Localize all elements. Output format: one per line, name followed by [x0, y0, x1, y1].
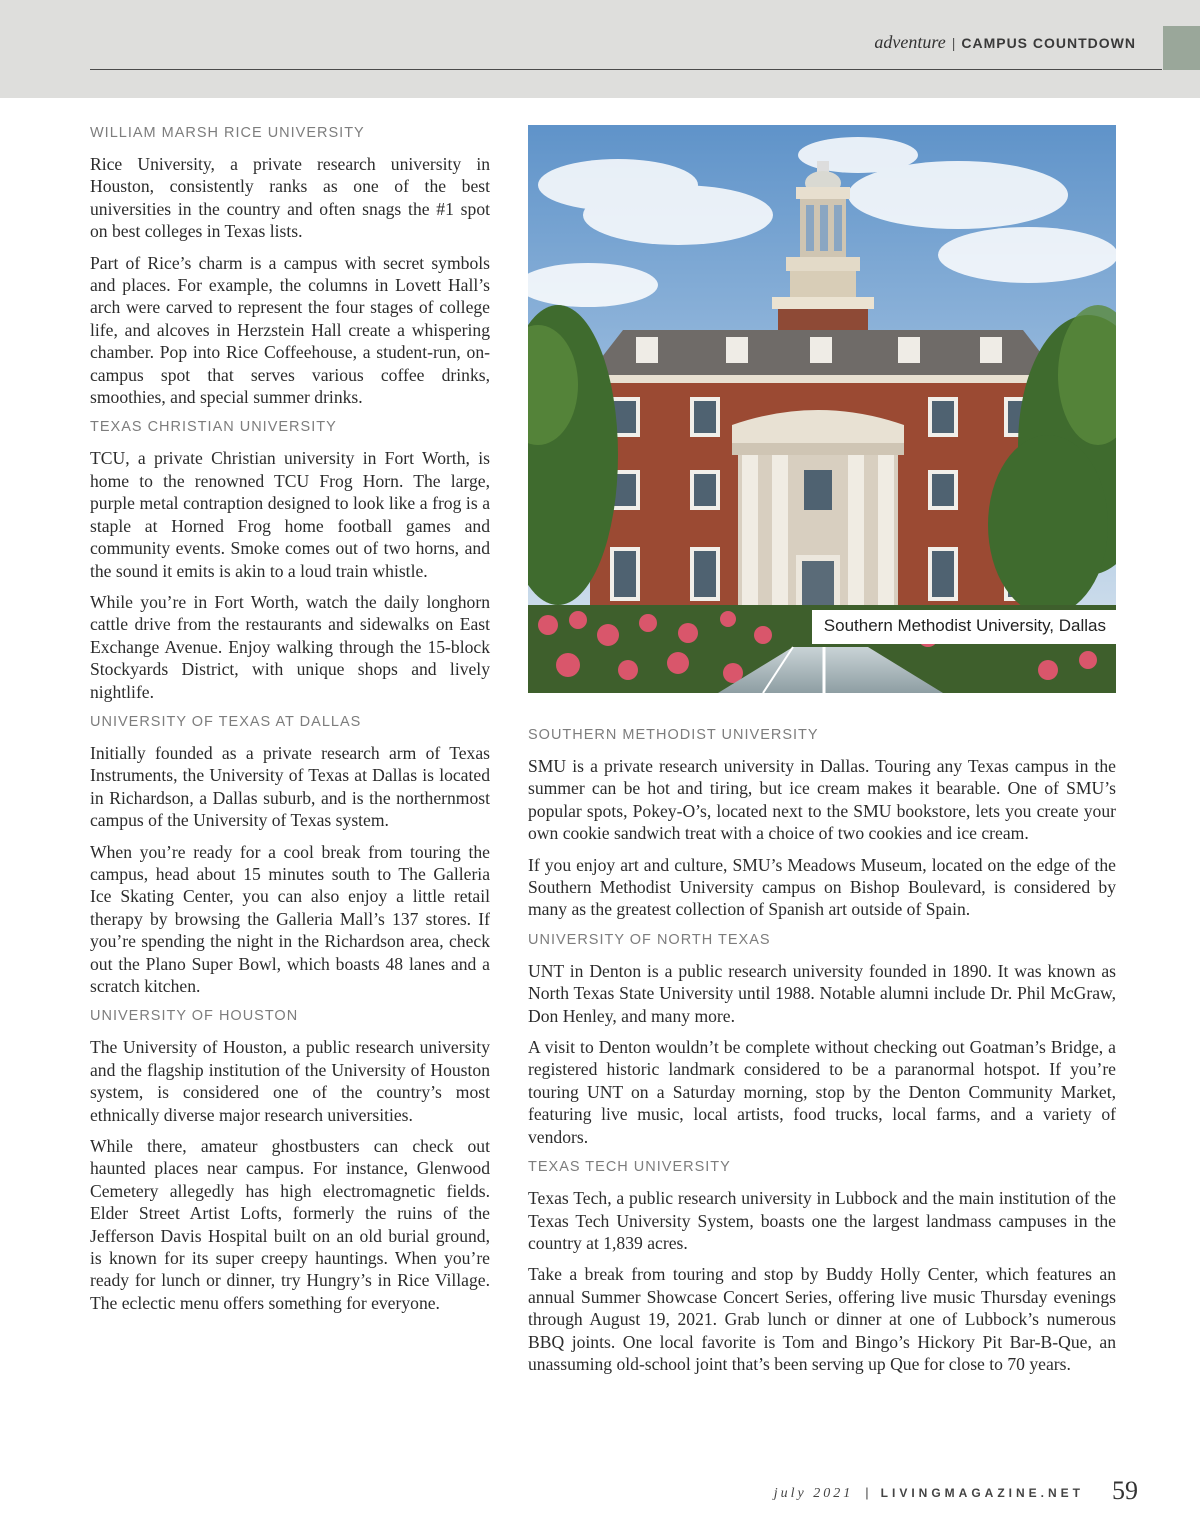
- paragraph: The University of Houston, a public research university and the flagship institution of the University of Houston system, is considered one of the country’s most ethnically diverse major research universities.: [90, 1037, 490, 1125]
- paragraph: While there, amateur ghostbusters can check out haunted places near campus. For instance, Glenwood Cemetery allegedly has high electromagnetic fields. Elder Street Artist Lofts, formerly the ruins of the Jefferson Davis Hospital built on an old burial ground, is known for its super creepy hauntings. When you’re ready for lunch or dinner, try Hungry’s in Rice Village. The eclectic menu offers something for everyone.: [90, 1136, 490, 1313]
- article-section: [90, 417, 490, 702]
- article-section: [90, 1006, 490, 1314]
- section-heading: UNIVERSITY OF HOUSTON: [90, 1008, 299, 1025]
- paragraph: When you’re ready for a cool break from touring the campus, head about 15 minutes south to The Galleria Ice Skating Center, you can also enjoy a little retail therapy by browsing the Galleria Mall’s 137 stores. If you’re spending the night in the Richardson area, check out the Plano Super Bowl, which boasts 48 lanes and a scratch kitchen.: [90, 841, 490, 996]
- section-heading: TEXAS TECH UNIVERSITY: [528, 1159, 731, 1176]
- header-accent-tab: [1163, 26, 1200, 70]
- paragraph: If you enjoy art and culture, SMU’s Meadows Museum, located on the edge of the Southern Methodist University campus on Bishop Boulevard, is considered by many as the greatest collection of Spanish art outside of Spain.: [528, 854, 1116, 920]
- article-section: [90, 123, 490, 408]
- article-section: [90, 712, 490, 997]
- page-footer: [774, 1474, 1138, 1504]
- article-section: [528, 1157, 1116, 1375]
- header-separator: |: [951, 35, 956, 51]
- section-heading: WILLIAM MARSH RICE UNIVERSITY: [90, 125, 365, 141]
- paragraph: Part of Rice’s charm is a campus with secret symbols and places. For example, the columns in Lovett Hall’s arch were carved to represent the four stages of college life, and alcoves in Herzstein Hall create a whispering chamber. Pop into Rice Coffeehouse, a student-run, on-campus spot that serves various coffee drinks, smoothies, and special summer drinks.: [90, 252, 490, 408]
- paragraph: A visit to Denton wouldn’t be complete without checking out Goatman’s Bridge, a registered historic landmark considered to be a paranormal hotspot. If you’re touring UNT on a Saturday morning, stop by the Denton Community Market, featuring live music, local artists, food trucks, local farms, and a variety of vendors.: [528, 1037, 1116, 1147]
- article-section: [528, 725, 1116, 921]
- paragraph: Texas Tech, a public research university in Lubbock and the main institution of the Texas Tech University System, boasts one the largest landmass campuses in the country at 1,839 acres.: [528, 1188, 1116, 1253]
- section-heading: UNIVERSITY OF TEXAS AT DALLAS: [90, 713, 362, 730]
- section-heading: TEXAS CHRISTIAN UNIVERSITY: [90, 419, 337, 436]
- photo-illustration: [528, 125, 1116, 693]
- page-number: 59: [1112, 1476, 1138, 1505]
- paragraph: UNT in Denton is a public research university founded in 1890. It was known as North Texas State University until 1988. Notable alumni include Dr. Phil McGraw, Don Henley, and many more.: [528, 960, 1116, 1026]
- right-column: [528, 725, 1116, 1384]
- site-link[interactable]: LIVINGMAGAZINE.NET: [880, 1486, 1084, 1500]
- left-column: [90, 123, 490, 1323]
- paragraph: TCU, a private Christian university in Fort Worth, is home to the renowned TCU Frog Horn. The large, purple metal contraption designed to look like a frog is a staple at Horned Frog home football games and community events. Smoke comes out of two horns, and the sound it emits is akin to a loud train whistle.: [90, 448, 490, 581]
- running-header: [874, 32, 1136, 53]
- photo-caption: Southern Methodist University, Dallas: [812, 610, 1116, 644]
- issue-date: july 2021: [773, 1486, 854, 1501]
- header-section: adventure: [874, 32, 946, 52]
- paragraph: SMU is a private research university in Dallas. Touring any Texas campus in the summer can be hot and tiring, but ice cream makes it bearable. One of SMU’s popular spots, Pokey-O’s, located next to the SMU bookstore, lets you create your own cookie sandwich treat with a choice of two cookies and ice cream.: [528, 756, 1116, 844]
- article-section: [528, 930, 1116, 1148]
- paragraph: Initially founded as a private research arm of Texas Instruments, the University of Texas at Dallas is located in Richardson, a Dallas suburb, and is the northernmost campus of the University of Texas system.: [90, 742, 490, 831]
- section-heading: SOUTHERN METHODIST UNIVERSITY: [528, 727, 819, 743]
- paragraph: Take a break from touring and stop by Buddy Holly Center, which features an annual Summer Showcase Concert Series, offering live music Thursday evenings through August 19, 2021. Grab lunch or dinner at one of Lubbock’s numerous BBQ joints. One local favorite is Tom and Bingo’s Hickory Pit Bar-B-Que, an unassuming old-school joint that’s been serving up Que for close to 70 years.: [528, 1264, 1116, 1374]
- header-topic: CAMPUS COUNTDOWN: [961, 35, 1136, 51]
- footer-separator: |: [865, 1485, 869, 1500]
- paragraph: Rice University, a private research university in Houston, consistently ranks as one of the best universities in the country and often snags the #1 spot on best colleges in Texas lists.: [90, 154, 490, 242]
- section-heading: UNIVERSITY OF NORTH TEXAS: [528, 931, 771, 948]
- paragraph: While you’re in Fort Worth, watch the daily longhorn cattle drive from the restaurants and sidewalks on East Exchange Avenue. Enjoy walking through the 15-block Stockyards District, with unique shops and lively nightlife.: [90, 591, 490, 702]
- smu-building-photo: [528, 125, 1116, 693]
- header-rule: [90, 69, 1162, 70]
